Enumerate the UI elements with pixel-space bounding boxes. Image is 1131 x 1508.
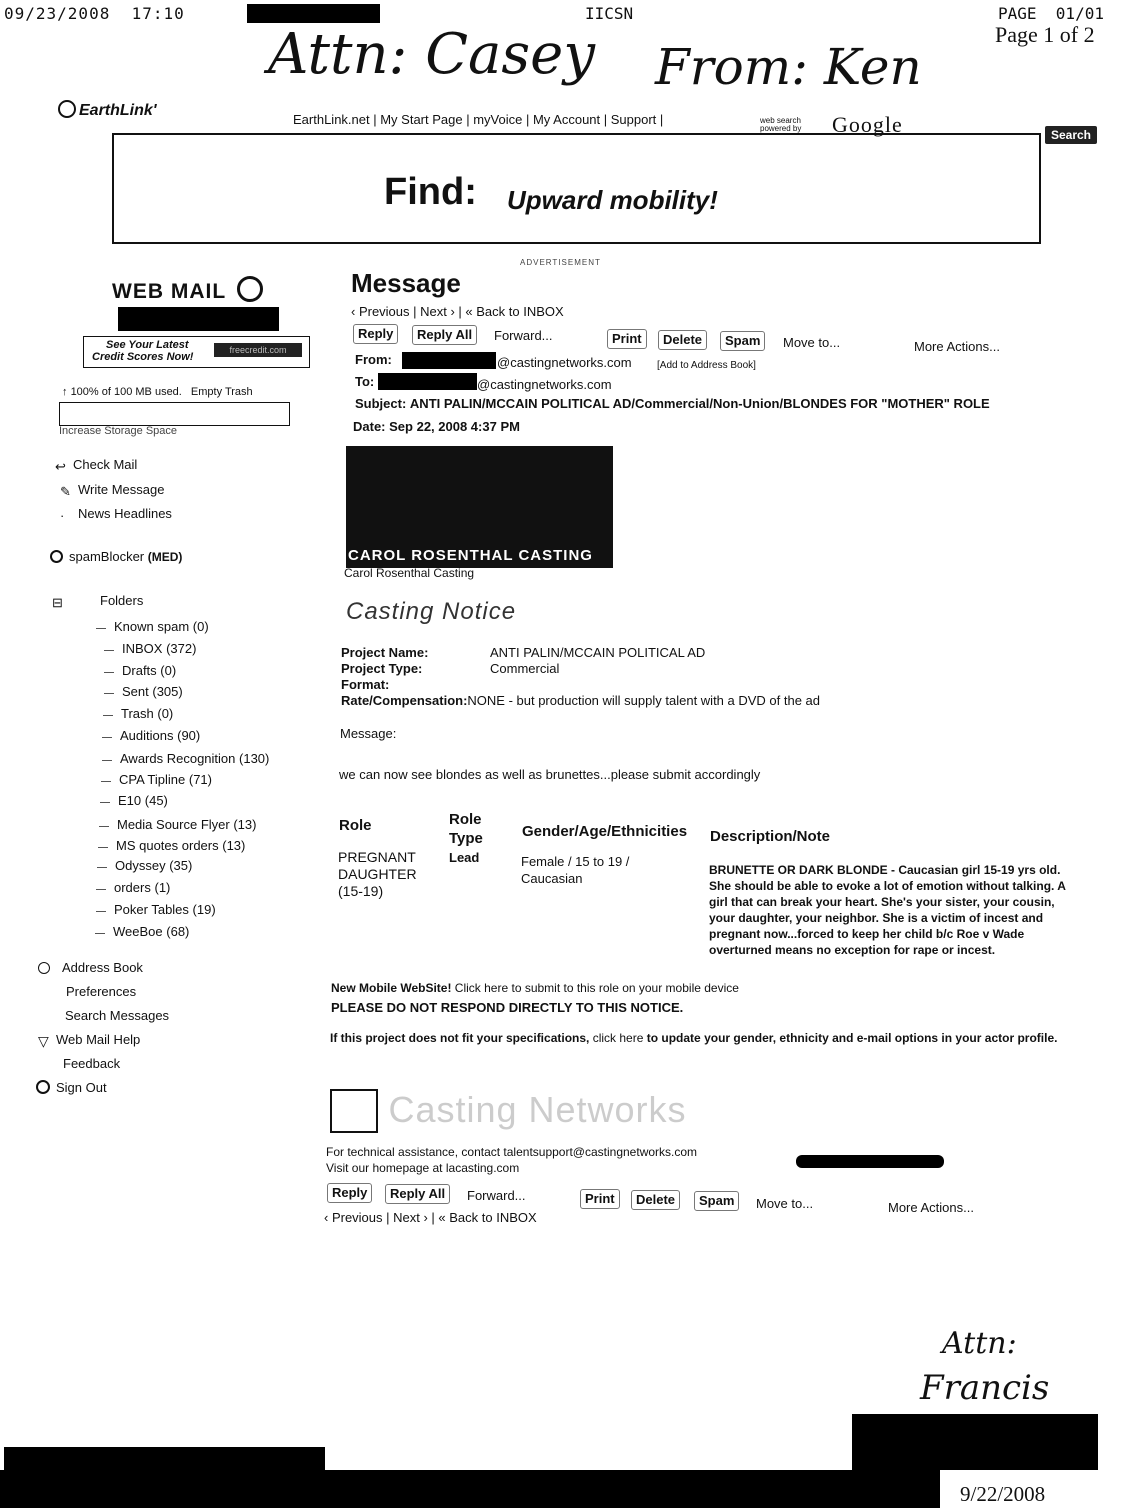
back-to-inbox-link-bottom[interactable]: « Back to INBOX [438, 1210, 537, 1225]
message-nav-bottom: ‹ Previous | Next › | « Back to INBOX [324, 1210, 537, 1225]
handwritten-from: From: Ken [655, 38, 922, 96]
spam-button[interactable]: Spam [720, 331, 765, 351]
address-book-icon [38, 962, 50, 974]
to-label: To: [355, 374, 375, 389]
casting-caption: Carol Rosenthal Casting [344, 566, 475, 580]
subject-line: Subject: ANTI PALIN/MCCAIN POLITICAL AD/Commercial/Non-Union/BLONDES FOR "MOTHER" ROLE [355, 396, 990, 411]
nav-earthlink-net[interactable]: EarthLink.net [293, 112, 370, 127]
casting-logo-image [346, 446, 613, 568]
spamblocker-link[interactable]: spamBlocker (MED) [50, 549, 182, 564]
folder-odyssey[interactable]: Odyssey (35) [97, 858, 192, 873]
casting-notice-title: Casting Notice [346, 598, 517, 625]
from-domain: @castingnetworks.com [497, 355, 632, 370]
redaction-block [4, 1447, 325, 1470]
credit-ad-button[interactable]: freecredit.com [214, 343, 302, 357]
folder-sent[interactable]: Sent (305) [104, 684, 183, 699]
more-actions-select[interactable]: More Actions... [914, 339, 1000, 354]
message-nav-top: ‹ Previous | Next › | « Back to INBOX [351, 304, 564, 319]
credit-ad-text: See Your Latest Credit Scores Now! [92, 339, 194, 363]
help-icon: ▽ [38, 1033, 49, 1049]
project-name: ANTI PALIN/MCCAIN POLITICAL AD [490, 645, 706, 660]
redaction-block [247, 4, 380, 23]
webmail-logo-icon [237, 276, 263, 302]
spam-button-bottom[interactable]: Spam [694, 1191, 739, 1211]
feedback-link[interactable]: Feedback [63, 1056, 121, 1071]
role-type: Lead [449, 850, 480, 865]
folder-known-spam[interactable]: Known spam (0) [96, 619, 209, 634]
print-button[interactable]: Print [607, 329, 647, 349]
forward-button[interactable]: Forward... [494, 328, 553, 343]
handwritten-francis: Francis [920, 1368, 1050, 1408]
table-header-role: Role [339, 817, 372, 834]
homepage-link[interactable]: lacasting.com [445, 1161, 520, 1175]
folder-drafts[interactable]: Drafts (0) [104, 663, 176, 678]
check-mail-link[interactable]: ↩ Check Mail [55, 457, 138, 474]
move-to-select[interactable]: Move to... [783, 335, 841, 350]
next-link-bottom[interactable]: Next › [393, 1210, 428, 1225]
forward-button-bottom[interactable]: Forward... [467, 1188, 526, 1203]
print-button-bottom[interactable]: Print [580, 1189, 620, 1209]
sign-out-icon [36, 1080, 50, 1094]
folder-poker-tables[interactable]: Poker Tables (19) [96, 902, 216, 917]
move-to-select-bottom[interactable]: Move to... [756, 1196, 814, 1211]
project-type: Commercial [490, 661, 560, 676]
previous-link[interactable]: ‹ Previous [351, 304, 410, 319]
redaction-block [796, 1155, 944, 1168]
quota-arrow-icon: ↑ [62, 386, 71, 398]
banner-tagline: Upward mobility! [507, 185, 718, 215]
folder-awards-recognition[interactable]: Awards Recognition (130) [102, 751, 269, 766]
folder-ms-quotes-orders[interactable]: MS quotes orders (13) [98, 838, 245, 853]
folder-inbox[interactable]: INBOX (372) [104, 641, 196, 656]
reply-all-button[interactable]: Reply All [412, 325, 477, 345]
web-mail-help-link[interactable]: ▽ Web Mail Help [38, 1032, 141, 1049]
next-link[interactable]: Next › [420, 304, 455, 319]
message-label: Message: [340, 726, 397, 741]
write-message-link[interactable]: ✎ Write Message [60, 482, 165, 499]
folder-orders[interactable]: orders (1) [96, 880, 170, 895]
do-not-respond: PLEASE DO NOT RESPOND DIRECTLY TO THIS NOTICE. [331, 1000, 684, 1015]
more-actions-select-bottom[interactable]: More Actions... [888, 1200, 974, 1215]
table-row [338, 849, 417, 900]
rate-text: NONE - but production will supply talent with a DVD of the ad [467, 693, 821, 708]
update-profile-line[interactable]: If this project does not fit your specifications, click here to update your gender, ethnicity and e-mail options in your actor profile. [330, 1031, 1058, 1045]
search-button[interactable]: Search [1045, 126, 1097, 144]
credit-score-ad[interactable] [83, 336, 310, 368]
ad-label: ADVERTISEMENT [520, 258, 601, 267]
quota-bar [59, 402, 290, 426]
role-description: BRUNETTE OR DARK BLONDE - Caucasian girl 15-19 yrs old. She should be able to evoke a lot of emotion without talking. A girl that can break your heart. She's your sister, your cousin, your daughter, your neighbor. She is a victim of incest and pregnant now...forced to keep her child b/c Roe v Wade overturned means no exception for rape or incest. [709, 863, 1066, 957]
redaction-block [0, 1470, 940, 1508]
nav-my-account[interactable]: My Account [532, 112, 601, 127]
table-header-gender: Gender/Age/Ethnicities [522, 823, 688, 840]
redaction-block [118, 307, 279, 331]
casting-networks-icon [330, 1089, 378, 1133]
from-label: From: [355, 352, 392, 367]
handwritten-attn-bottom: Attn: [942, 1326, 1017, 1361]
folders-heading[interactable]: ⊟ Folders [52, 593, 144, 610]
earthlink-logo[interactable]: EarthLink' [58, 100, 157, 120]
no-entry-icon [50, 550, 63, 563]
message-text: we can now see blondes as well as brunettes...please submit accordingly [339, 767, 761, 782]
nav-myvoice[interactable]: myVoice [473, 112, 523, 127]
empty-trash-link[interactable]: Empty Trash [190, 386, 253, 398]
mobile-website-line[interactable]: New Mobile WebSite! Click here to submit to this role on your mobile device [331, 981, 739, 995]
folder-weeboe[interactable]: WeeBoe (68) [95, 924, 189, 939]
fax-sender: IICSN [585, 4, 634, 23]
folder-media-source-flyer[interactable]: Media Source Flyer (13) [99, 817, 256, 832]
top-nav: EarthLink.net | My Start Page | myVoice | My Account | Support | [293, 112, 664, 127]
tech-assistance-line: For technical assistance, contact talentsupport@castingnetworks.com [326, 1145, 698, 1159]
google-logo: Google [832, 112, 903, 137]
to-domain: @castingnetworks.com [477, 377, 612, 392]
folder-auditions[interactable]: Auditions (90) [102, 728, 200, 743]
pencil-icon: ✎ [60, 484, 71, 499]
news-icon: · [60, 508, 65, 523]
preferences-link[interactable]: Preferences [66, 984, 137, 999]
role-gender: Female / 15 to 19 / Caucasian [521, 854, 630, 886]
quota-text: ↑ 100% of 100 MB used. Empty Trash [62, 386, 253, 398]
folder-icon: ⊟ [52, 595, 63, 610]
webmail-title: WEB MAIL [112, 276, 263, 304]
delete-button-bottom[interactable]: Delete [631, 1190, 680, 1210]
date-line: Date: Sep 22, 2008 4:37 PM [353, 419, 520, 434]
search-powered-label: web search powered by [760, 116, 802, 133]
nav-support[interactable]: Support [610, 112, 657, 127]
table-header-description: Description/Note [710, 828, 831, 845]
message-heading: Message [351, 268, 461, 298]
visit-homepage-line: Visit our homepage at lacasting.com [326, 1161, 520, 1175]
check-mail-icon: ↩ [55, 459, 66, 474]
redaction-block [852, 1414, 1098, 1470]
delete-button[interactable]: Delete [658, 330, 707, 350]
banner-find: Find: [384, 171, 477, 213]
redaction-block [378, 373, 477, 390]
address-book-link[interactable]: Address Book [38, 960, 143, 975]
subject-text: ANTI PALIN/MCCAIN POLITICAL AD/Commercial/Non-Union/BLONDES FOR "MOTHER" ROLE [409, 396, 990, 411]
news-headlines-link[interactable]: · News Headlines [60, 506, 172, 523]
tech-support-email-link[interactable]: talentsupport@castingnetworks.com [503, 1145, 698, 1159]
increase-storage-link[interactable]: Increase Storage Space [59, 425, 178, 437]
folder-e10[interactable]: E10 (45) [100, 793, 168, 808]
project-details: Project Name: ANTI PALIN/MCCAIN POLITICAL AD Project Type: Commercial Format: Rate/Compensation:NONE - but production will supply talent with a DVD of the ad [341, 645, 821, 708]
earthlink-logo-icon [58, 100, 76, 118]
add-to-address-book-link[interactable]: [Add to Address Book] [657, 360, 756, 371]
sign-out-link[interactable]: Sign Out [36, 1080, 107, 1095]
redaction-block [402, 352, 496, 369]
advertisement-banner[interactable] [112, 133, 1041, 244]
previous-link-bottom[interactable]: ‹ Previous [324, 1210, 383, 1225]
role-name[interactable]: PREGNANT DAUGHTER (15-19) [338, 849, 417, 899]
fax-page: PAGE 01/01 [998, 4, 1104, 23]
reply-button[interactable]: Reply [353, 324, 398, 344]
search-messages-link[interactable]: Search Messages [65, 1008, 170, 1023]
date-text: Sep 22, 2008 4:37 PM [389, 419, 520, 434]
footer-date: 9/22/2008 [960, 1482, 1046, 1506]
quota-bar-fill [60, 403, 289, 425]
reply-all-button-bottom[interactable]: Reply All [385, 1184, 450, 1204]
reply-button-bottom[interactable]: Reply [327, 1183, 372, 1203]
nav-my-start-page[interactable]: My Start Page [380, 112, 463, 127]
folder-cpa-tipline[interactable]: CPA Tipline (71) [101, 772, 212, 787]
page-count: Page 1 of 2 [995, 22, 1095, 47]
handwritten-attn: Attn: Casey [268, 22, 595, 87]
fax-datetime: 09/23/2008 17:10 [4, 4, 185, 23]
casting-logo-text: CAROL ROSENTHAL CASTING [348, 547, 593, 564]
table-header-role-type: Role Type [449, 811, 483, 847]
folder-trash[interactable]: Trash (0) [103, 706, 173, 721]
back-to-inbox-link[interactable]: « Back to INBOX [465, 304, 564, 319]
casting-networks-logo: Casting Networks [330, 1089, 687, 1133]
